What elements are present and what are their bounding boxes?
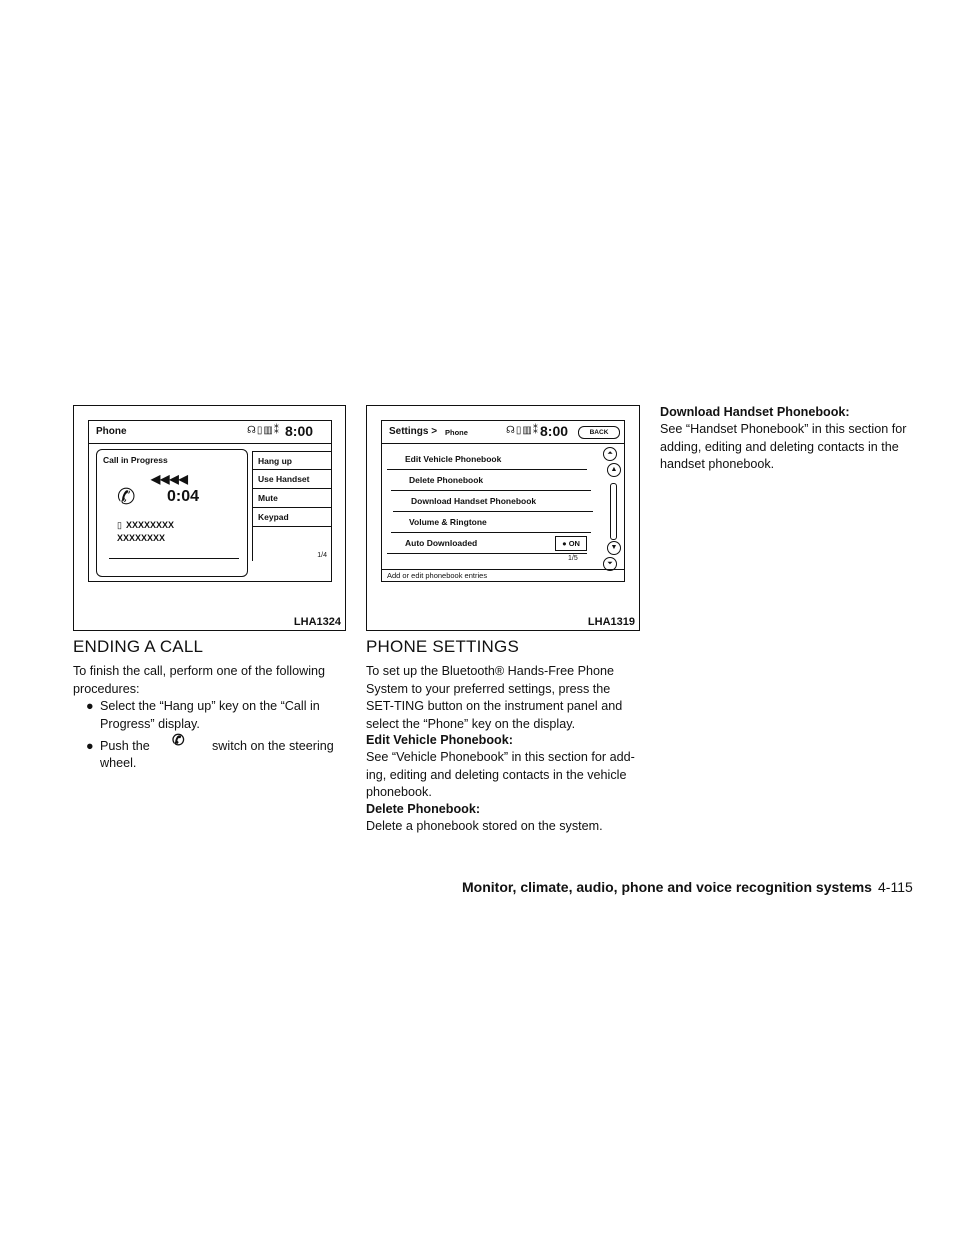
hint-bar (382, 569, 624, 581)
phone-screen (88, 420, 332, 582)
bullet-push-label: Push the (100, 739, 150, 753)
call-timer: 0:04 (167, 488, 200, 505)
subheading-delete-phonebook: Delete Phonebook: (366, 802, 481, 816)
call-panel (96, 449, 248, 577)
menu-item-auto-downloaded[interactable] (387, 533, 587, 554)
page-indicator: 1/5 (568, 555, 578, 562)
on-toggle[interactable]: ● ON (555, 536, 587, 551)
keypad-button[interactable]: Keypad (253, 508, 331, 527)
screen-subtitle: Phone (445, 428, 468, 437)
menu-item-download-handset-phonebook[interactable]: Download Handset Phonebook (393, 491, 593, 512)
menu-item-edit-vehicle-phonebook[interactable]: Edit Vehicle Phonebook (387, 449, 587, 470)
scrollbar[interactable] (610, 483, 617, 540)
caller-name: XXXXXXXX (126, 520, 175, 530)
figure-code: LHA1319 (587, 616, 635, 628)
footer-section-title: Monitor, climate, audio, phone and voice recognition systems (462, 879, 872, 895)
scroll-down-icon[interactable]: ▼ (607, 541, 621, 555)
scroll-top-icon[interactable]: ⏶ (603, 447, 617, 461)
call-status-label: Call in Progress (103, 455, 168, 465)
hang-up-button[interactable]: Hang up (253, 451, 331, 470)
heading-phone-settings: PHONE SETTINGS (366, 637, 519, 656)
call-button-list (252, 451, 331, 561)
scroll-bottom-icon[interactable]: ⏷ (603, 557, 617, 571)
phone-settings-intro: To set up the Bluetooth® Hands-Free Phone System to your preferred settings, press the SET-TING button on the instrument panel and select the “Phone” key on the display. (366, 664, 623, 731)
bullet-dot: ● (86, 739, 94, 753)
edit-vehicle-phonebook-text: See “Vehicle Phonebook” in this section for add-ing, editing and deleting contacts in the vehicle phonebook. (366, 750, 635, 799)
screen-title: Phone (96, 426, 127, 437)
signal-icons: ☊▯▥⁑ (506, 425, 539, 436)
scroll-up-icon[interactable]: ▲ (607, 463, 621, 477)
heading-ending-a-call: ENDING A CALL (73, 637, 204, 656)
subheading-edit-vehicle-phonebook: Edit Vehicle Phonebook: (366, 733, 513, 747)
bullet-wheel-text: wheel. (100, 756, 137, 770)
footer-page-number: 4-115 (878, 879, 913, 895)
bullet-switch-text: switch on the steering (212, 739, 334, 753)
back-button[interactable]: BACK (578, 426, 620, 439)
page-indicator: 1/4 (317, 552, 327, 559)
figure-call-in-progress (73, 405, 346, 631)
menu-item-volume-ringtone[interactable]: Volume & Ringtone (391, 512, 591, 533)
clock: 8:00 (285, 423, 314, 439)
figure-phone-settings (366, 405, 640, 631)
hint-text: Add or edit phonebook entries (387, 571, 488, 580)
outgoing-arrows-icon: ◀◀◀◀ (151, 472, 188, 486)
delete-phonebook-text: Delete a phonebook stored on the system. (366, 819, 603, 833)
signal-icons: ☊▯▥⁑ (247, 425, 280, 436)
status-bar (89, 421, 331, 444)
menu-item-delete-phonebook[interactable]: Delete Phonebook (391, 470, 591, 491)
phone-handset-icon: ✆ (117, 484, 136, 509)
bullet-dot: ● (86, 699, 94, 713)
divider (109, 558, 239, 559)
bullet-hang-up: Select the “Hang up” key on the “Call in Progress” display. (100, 699, 320, 731)
mute-button[interactable]: Mute (253, 489, 331, 508)
auto-downloaded-label: Auto Downloaded (405, 538, 478, 548)
ending-call-intro: To finish the call, perform one of the following procedures: (73, 664, 326, 696)
download-handset-phonebook-text: See “Handset Phonebook” in this section for adding, editing and deleting contacts in the handset phonebook. (660, 422, 907, 471)
use-handset-button[interactable]: Use Handset (253, 470, 331, 489)
settings-screen (381, 420, 625, 582)
toggle-label: ON (568, 539, 580, 548)
figure-code: LHA1324 (293, 616, 341, 628)
handset-icon: ▯ (117, 520, 122, 530)
clock: 8:00 (540, 423, 569, 439)
phone-switch-icon: ✆ (172, 732, 185, 749)
status-bar (382, 421, 624, 444)
subheading-download-handset-phonebook: Download Handset Phonebook: (660, 405, 850, 419)
screen-title: Settings > (389, 426, 438, 437)
caller-number: XXXXXXXX (117, 533, 166, 543)
